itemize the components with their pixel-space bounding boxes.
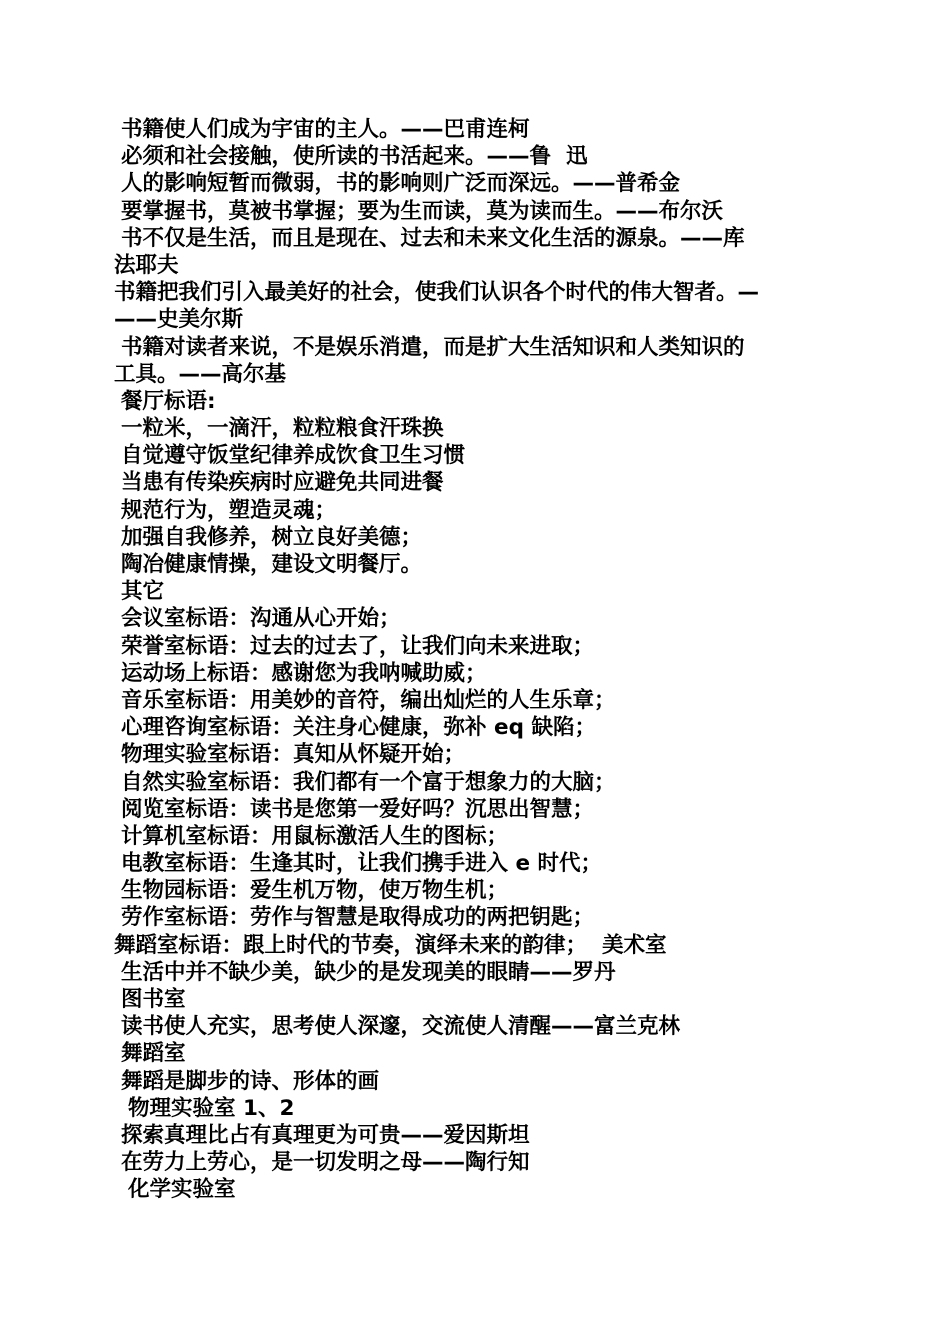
text-line: 舞蹈室标语：跟上时代的节奏，演绎未来的韵律； 美术室 [114, 932, 667, 958]
section-heading: 图书室 [121, 987, 186, 1012]
text-line: 阅览室标语：读书是您第一爱好吗？沉思出智慧； [121, 796, 595, 822]
text-line: 工具。——高尔基 [114, 361, 287, 387]
text-line: 一粒米，一滴汗，粒粒粮食汗珠换 [121, 416, 444, 442]
text-line: 在劳力上劳心，是一切发明之母——陶行知 [121, 1150, 530, 1176]
document-body [114, 116, 834, 1204]
text-line: 读书使人充实，思考使人深邃，交流使人清醒——富兰克林 [121, 1014, 681, 1040]
text-line: 舞蹈是脚步的诗、形体的画 [121, 1068, 380, 1094]
text-line: 法耶夫 [114, 252, 179, 278]
text-line: 生物园标语：爱生机万物，使万物生机； [121, 878, 509, 904]
text-line: 自觉遵守饭堂纪律养成饮食卫生习惯 [121, 443, 466, 469]
text-line: 生活中并不缺少美，缺少的是发现美的眼睛——罗丹 [121, 959, 616, 985]
text-line: 规范行为，塑造灵魂； [121, 497, 337, 523]
text-line: 心理咨询室标语：关注身心健康，弥补 eq 缺陷； [121, 715, 596, 741]
text-line: 会议室标语：沟通从心开始； [121, 606, 401, 632]
text-line: 当患有传染疾病时应避免共同进餐 [121, 470, 444, 496]
text-line: 探索真理比占有真理更为可贵——爱因斯坦 [121, 1122, 530, 1148]
text-line: 电教室标语：生逢其时，让我们携手进入 e 时代； [121, 851, 603, 877]
text-line: 书籍对读者来说，不是娱乐消遣，而是扩大生活知识和人类知识的 [121, 334, 745, 360]
text-line: 要掌握书，莫被书掌握；要为生而读，莫为读而生。——布尔沃 [121, 198, 724, 224]
text-line: 运动场上标语：感谢您为我呐喊助威； [121, 660, 487, 686]
text-line: 人的影响短暂而微弱，书的影响则广泛而深远。——普希金 [121, 171, 681, 197]
text-line: 音乐室标语：用美妙的音符，编出灿烂的人生乐章； [121, 687, 616, 713]
text-line: 陶冶健康情操，建设文明餐厅。 [121, 552, 423, 577]
section-heading: 餐厅标语: [121, 388, 216, 414]
text-line: 计算机室标语：用鼠标激活人生的图标； [121, 823, 509, 849]
text-line: 加强自我修养，树立良好美德； [121, 524, 423, 550]
section-heading: 舞蹈室 [121, 1041, 186, 1067]
section-heading: 化学实验室 [128, 1177, 236, 1203]
text-line: ——史美尔斯 [114, 307, 244, 333]
text-line: 物理实验室标语：真知从怀疑开始； [121, 742, 466, 768]
text-line: 荣誉室标语：过去的过去了，让我们向未来进取； [121, 633, 595, 659]
text-line: 必须和社会接触，使所读的书活起来。——鲁 迅 [121, 144, 588, 170]
section-heading: 物理实验室 1、2 [128, 1095, 295, 1121]
text-line: 自然实验室标语：我们都有一个富于想象力的大脑； [121, 769, 616, 795]
text-line: 书籍使人们成为宇宙的主人。——巴甫连柯 [121, 117, 530, 142]
section-heading: 其它 [121, 579, 165, 605]
text-line: 书不仅是生活，而且是现在、过去和未来文化生活的源泉。——库 [121, 225, 745, 251]
text-line: 书籍把我们引入最美好的社会，使我们认识各个时代的伟大智者。— [114, 280, 760, 306]
text-line: 劳作室标语：劳作与智慧是取得成功的两把钥匙； [121, 905, 595, 931]
